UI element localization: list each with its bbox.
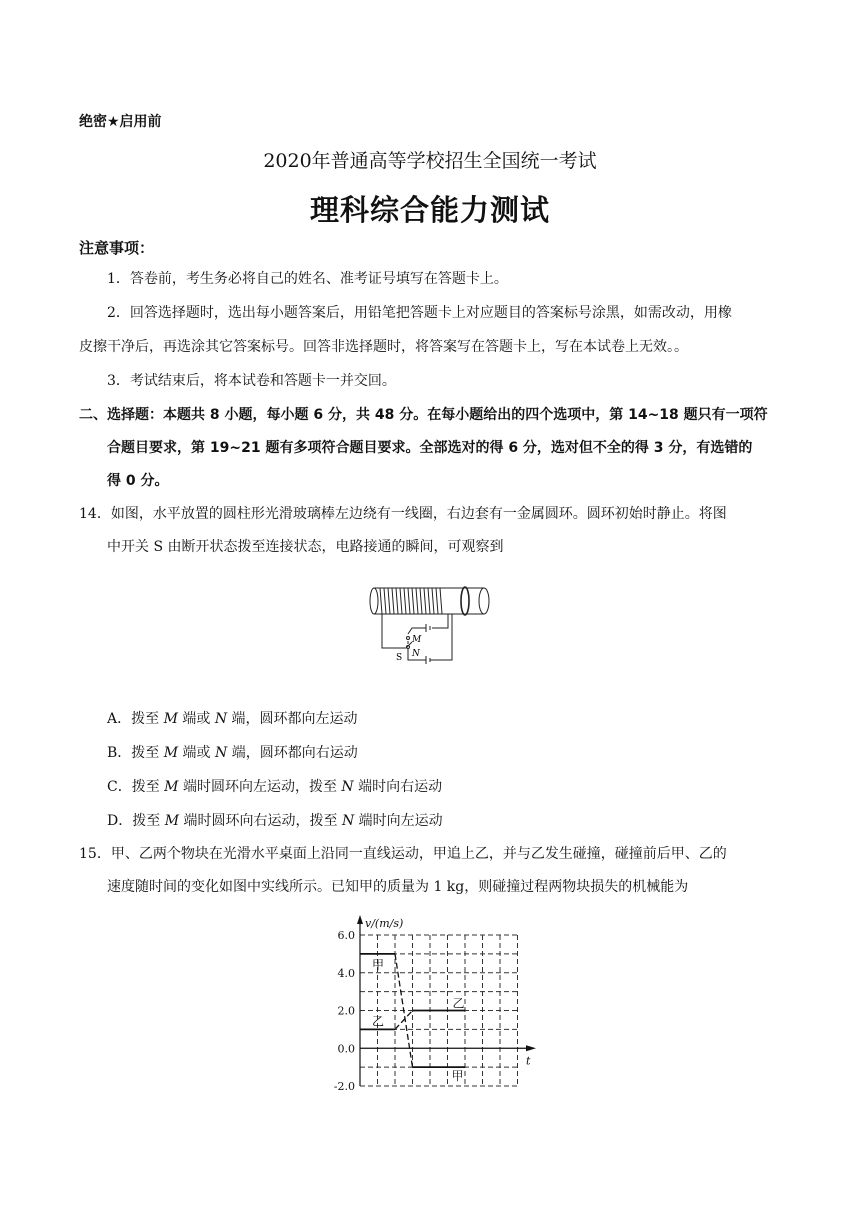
option-b-text: 拨至 xyxy=(131,745,164,761)
x-axis-arrow xyxy=(526,1045,536,1051)
y-tick-label: 4.0 xyxy=(337,966,355,980)
option-d-text: 拨至 xyxy=(132,813,165,829)
option-c-letter: C． xyxy=(107,779,132,795)
question-15-stem-line-2: 速度随时间的变化如图中实线所示。已知甲的质量为 1 kg，则碰撞过程两物块损失的机械能为 xyxy=(107,879,689,895)
section-instructions-line-3: 得 0 分。 xyxy=(107,473,169,489)
notice-item-3: 3．考试结束后，将本试卷和答题卡一并交回。 xyxy=(107,373,396,389)
x-axis-label: t xyxy=(526,1054,531,1068)
option-a-letter: A． xyxy=(107,711,132,727)
series-label: 甲 xyxy=(372,957,385,972)
y-tick-label: 0.0 xyxy=(337,1042,355,1056)
series-1-segment xyxy=(395,1011,413,1030)
option-c-n: N xyxy=(341,779,354,795)
y-axis-label: v/(m/s) xyxy=(365,917,404,930)
series-label: 乙 xyxy=(372,1014,385,1029)
option-d-n: N xyxy=(341,813,355,829)
option-c-text: 拨至 xyxy=(131,779,165,795)
question-15-stem-line-1: 15．甲、乙两个物块在光滑水平桌面上沿同一直线运动，甲追上乙，并与乙发生碰撞，碰撞前后甲、乙的 xyxy=(79,846,727,862)
option-b-n: N xyxy=(215,745,228,761)
option-c xyxy=(107,776,442,796)
notice-item-2-line-2: 皮擦干净后，再选涂其它答案标号。回答非选择题时，将答案写在答题卡上，写在本试卷上无效。。 xyxy=(79,339,688,355)
section-instructions-line-1: 二、选择题：本题共 8 小题，每小题 6 分，共 48 分。在每小题给出的四个选项中，第 14~18 题只有一项符 xyxy=(79,407,768,423)
y-axis-arrow xyxy=(357,915,363,924)
option-d-m: M xyxy=(164,813,180,829)
coil-icon xyxy=(380,588,442,614)
option-a-m: M xyxy=(163,711,178,727)
y-tick-label: 6.0 xyxy=(337,929,355,942)
terminal-m-label: M xyxy=(412,635,422,645)
question-14-stem-line-2: 中开关 S 由断开状态拨至连接状态，电路接通的瞬间，可观察到 xyxy=(107,539,504,555)
chart-axes xyxy=(357,915,536,1086)
option-b-text: 端或 xyxy=(178,745,215,761)
velocity-time-chart xyxy=(320,910,550,1100)
option-a xyxy=(107,708,358,728)
option-c-text: 端时向右运动 xyxy=(353,779,443,795)
option-b xyxy=(107,742,358,762)
option-d-text: 端时向左运动 xyxy=(354,813,443,829)
option-d-text: 端时圆环向右运动，拨至 xyxy=(179,813,342,829)
option-d xyxy=(107,810,443,830)
y-tick-label: 2.0 xyxy=(337,1004,355,1018)
option-b-m: M xyxy=(163,745,179,761)
question-14-stem-line-1: 14．如图，水平放置的圆柱形光滑玻璃棒左边绕有一线圈，右边套有一金属圆环。圆环初始时静止。将图 xyxy=(79,506,727,522)
option-b-text: 端，圆环都向右运动 xyxy=(227,745,358,761)
notice-item-1: 1．答卷前，考生务必将自己的姓名、准考证号填写在答题卡上。 xyxy=(107,271,508,287)
option-c-m: M xyxy=(164,779,179,795)
option-c-text: 端时圆环向左运动，拨至 xyxy=(178,779,342,795)
option-a-text: 拨至 xyxy=(131,711,164,727)
subject-title: 理科综合能力测试 xyxy=(309,193,550,227)
notice-item-2-line-1: 2．回答选择题时，选出每小题答案后，用铅笔把答题卡上对应题目的答案标号涂黑，如需改动，用橡 xyxy=(107,305,732,321)
option-a-text: 端，圆环都向左运动 xyxy=(227,711,358,727)
confidential-label: 绝密★启用前 xyxy=(79,114,162,130)
option-d-letter: D． xyxy=(107,813,133,829)
section-instructions-line-2: 合题目要求，第 19~21 题有多项符合题目要求。全部选对的得 6 分，选对但不全的得 3 分，有选错的 xyxy=(107,440,753,456)
switch-s-label: S xyxy=(396,653,403,663)
y-tick-label: -2.0 xyxy=(333,1080,355,1093)
metal-ring-icon xyxy=(461,587,469,615)
option-a-n: N xyxy=(214,711,228,727)
notice-heading: 注意事项： xyxy=(79,239,155,257)
terminal-n-label: N xyxy=(412,649,420,659)
exam-title: 2020年普通高等学校招生全国统一考试 xyxy=(263,150,597,172)
option-a-text: 端或 xyxy=(177,711,215,727)
series-label: 甲 xyxy=(451,1069,464,1084)
series-label: 乙 xyxy=(452,996,465,1011)
option-b-letter: B． xyxy=(107,745,132,761)
coil-circuit-figure xyxy=(368,584,494,676)
